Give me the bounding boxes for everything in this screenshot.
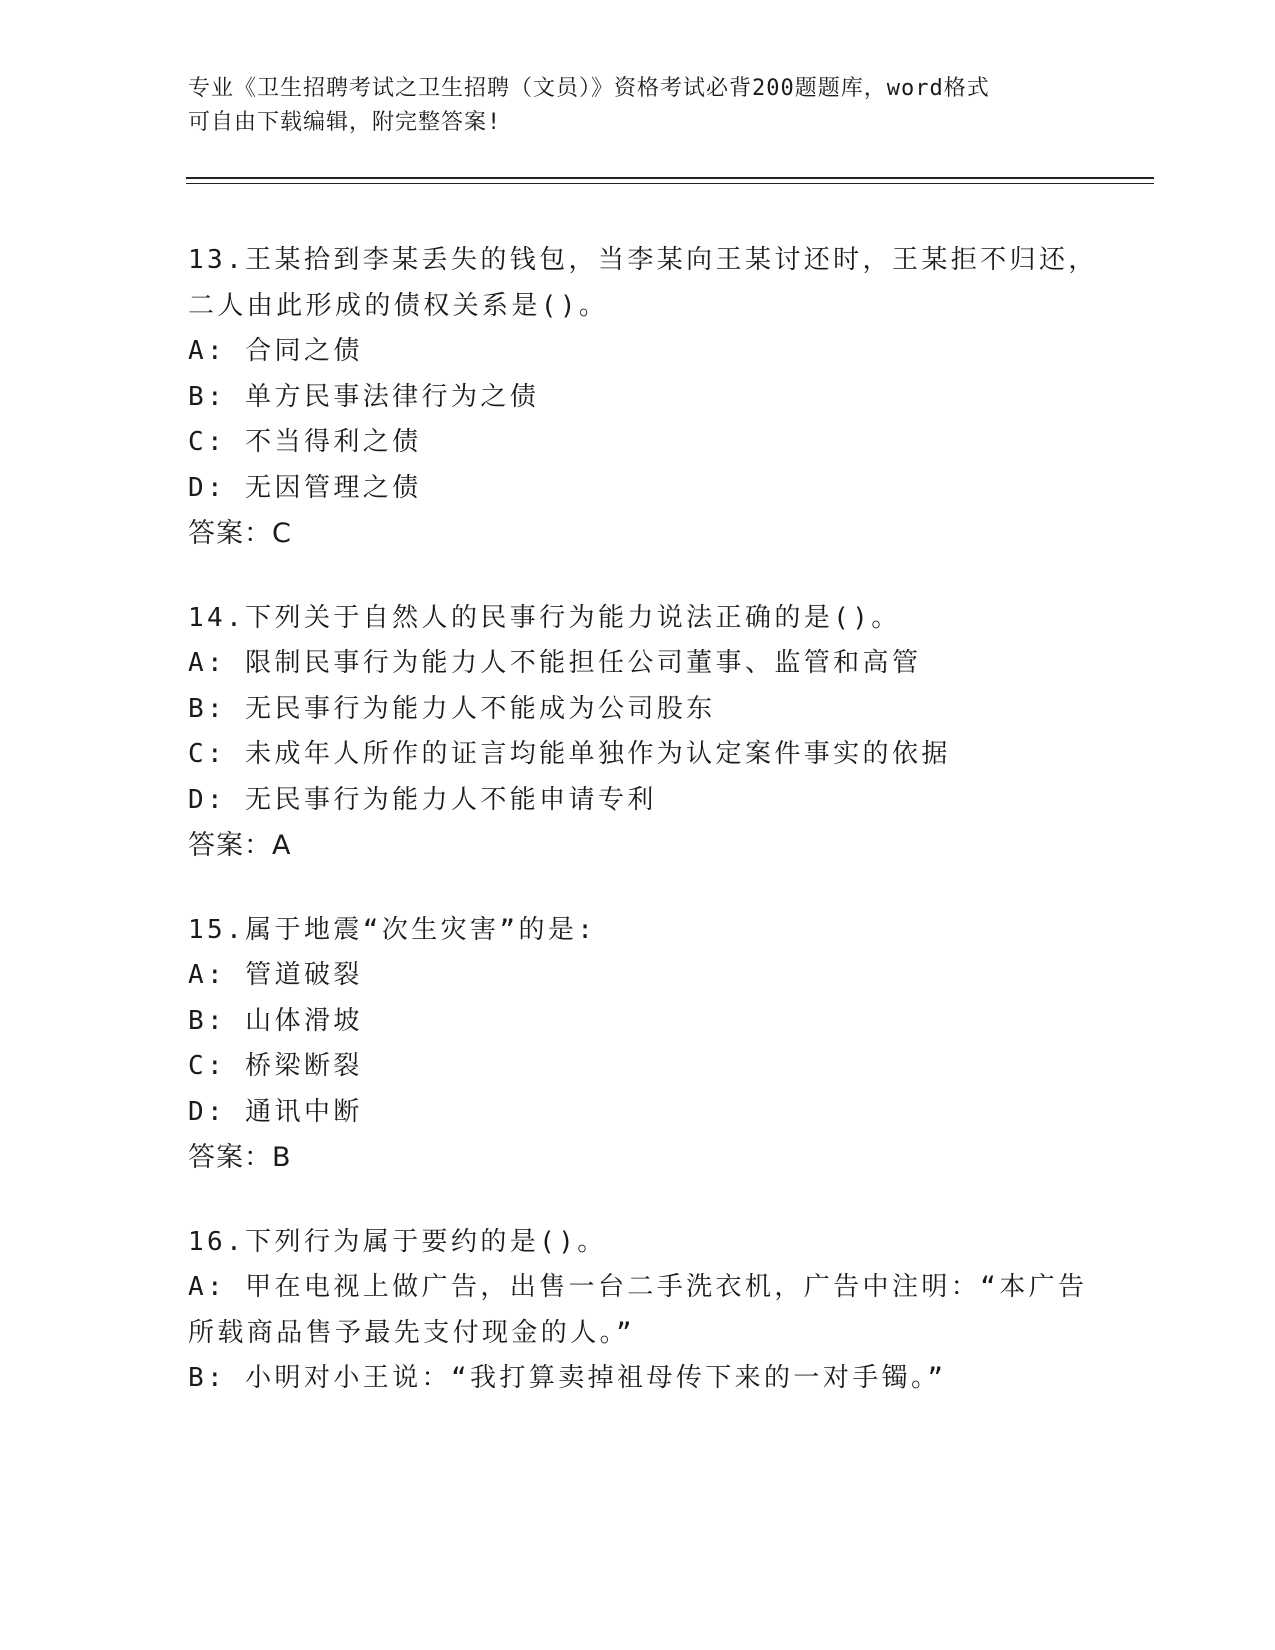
option-a: A: 管道破裂 bbox=[188, 960, 363, 990]
question-list bbox=[188, 238, 1108, 1441]
question-16 bbox=[188, 1220, 1108, 1402]
option-c: C: 不当得利之债 bbox=[188, 427, 422, 457]
option-b: B: 山体滑坡 bbox=[188, 1005, 363, 1036]
option-b: B: 无民事行为能力人不能成为公司股东 bbox=[188, 693, 716, 724]
question-stem: 16.下列行为属于要约的是()。 bbox=[188, 1226, 607, 1257]
question-14 bbox=[188, 596, 1108, 869]
question-stem: 14.下列关于自然人的民事行为能力说法正确的是()。 bbox=[188, 602, 901, 633]
option-c: C: 未成年人所作的证言均能单独作为认定案件事实的依据 bbox=[188, 739, 951, 769]
header-divider-thin bbox=[186, 183, 1154, 184]
answer: 答案：C bbox=[188, 518, 292, 549]
option-b: B: 小明对小王说：“我打算卖掉祖母传下来的一对手镯。” bbox=[188, 1363, 947, 1393]
option-d: D: 无因管理之债 bbox=[188, 472, 422, 503]
option-c: C: 桥梁断裂 bbox=[188, 1051, 363, 1081]
option-a: A: 甲在电视上做广告，出售一台二手洗衣机，广告中注明：“本广告 bbox=[188, 1272, 1088, 1302]
question-15 bbox=[188, 908, 1108, 1181]
question-stem: 13.王某拾到李某丢失的钱包，当李某向王某讨还时，王某拒不归还， bbox=[188, 245, 1098, 275]
document-header bbox=[188, 72, 1088, 140]
option-d: D: 通讯中断 bbox=[188, 1096, 363, 1127]
option-b: B: 单方民事法律行为之债 bbox=[188, 381, 540, 412]
header-line-1: 专业《卫生招聘考试之卫生招聘（文员）》资格考试必背200题题库，word格式 bbox=[188, 76, 990, 101]
header-divider-thick bbox=[186, 177, 1154, 179]
header-line-2: 可自由下载编辑，附完整答案! bbox=[188, 110, 502, 135]
question-stem-continued: 二人由此形成的债权关系是()。 bbox=[188, 290, 609, 321]
answer: 答案：B bbox=[188, 1142, 292, 1173]
option-d: D: 无民事行为能力人不能申请专利 bbox=[188, 784, 657, 815]
option-a: A: 限制民事行为能力人不能担任公司董事、监管和高管 bbox=[188, 648, 922, 678]
question-13 bbox=[188, 238, 1108, 557]
option-a-continued: 所载商品售予最先支付现金的人。” bbox=[188, 1317, 636, 1348]
option-a: A: 合同之债 bbox=[188, 336, 363, 366]
question-stem: 15.属于地震“次生灾害”的是: bbox=[188, 914, 597, 945]
answer: 答案：A bbox=[188, 830, 292, 861]
